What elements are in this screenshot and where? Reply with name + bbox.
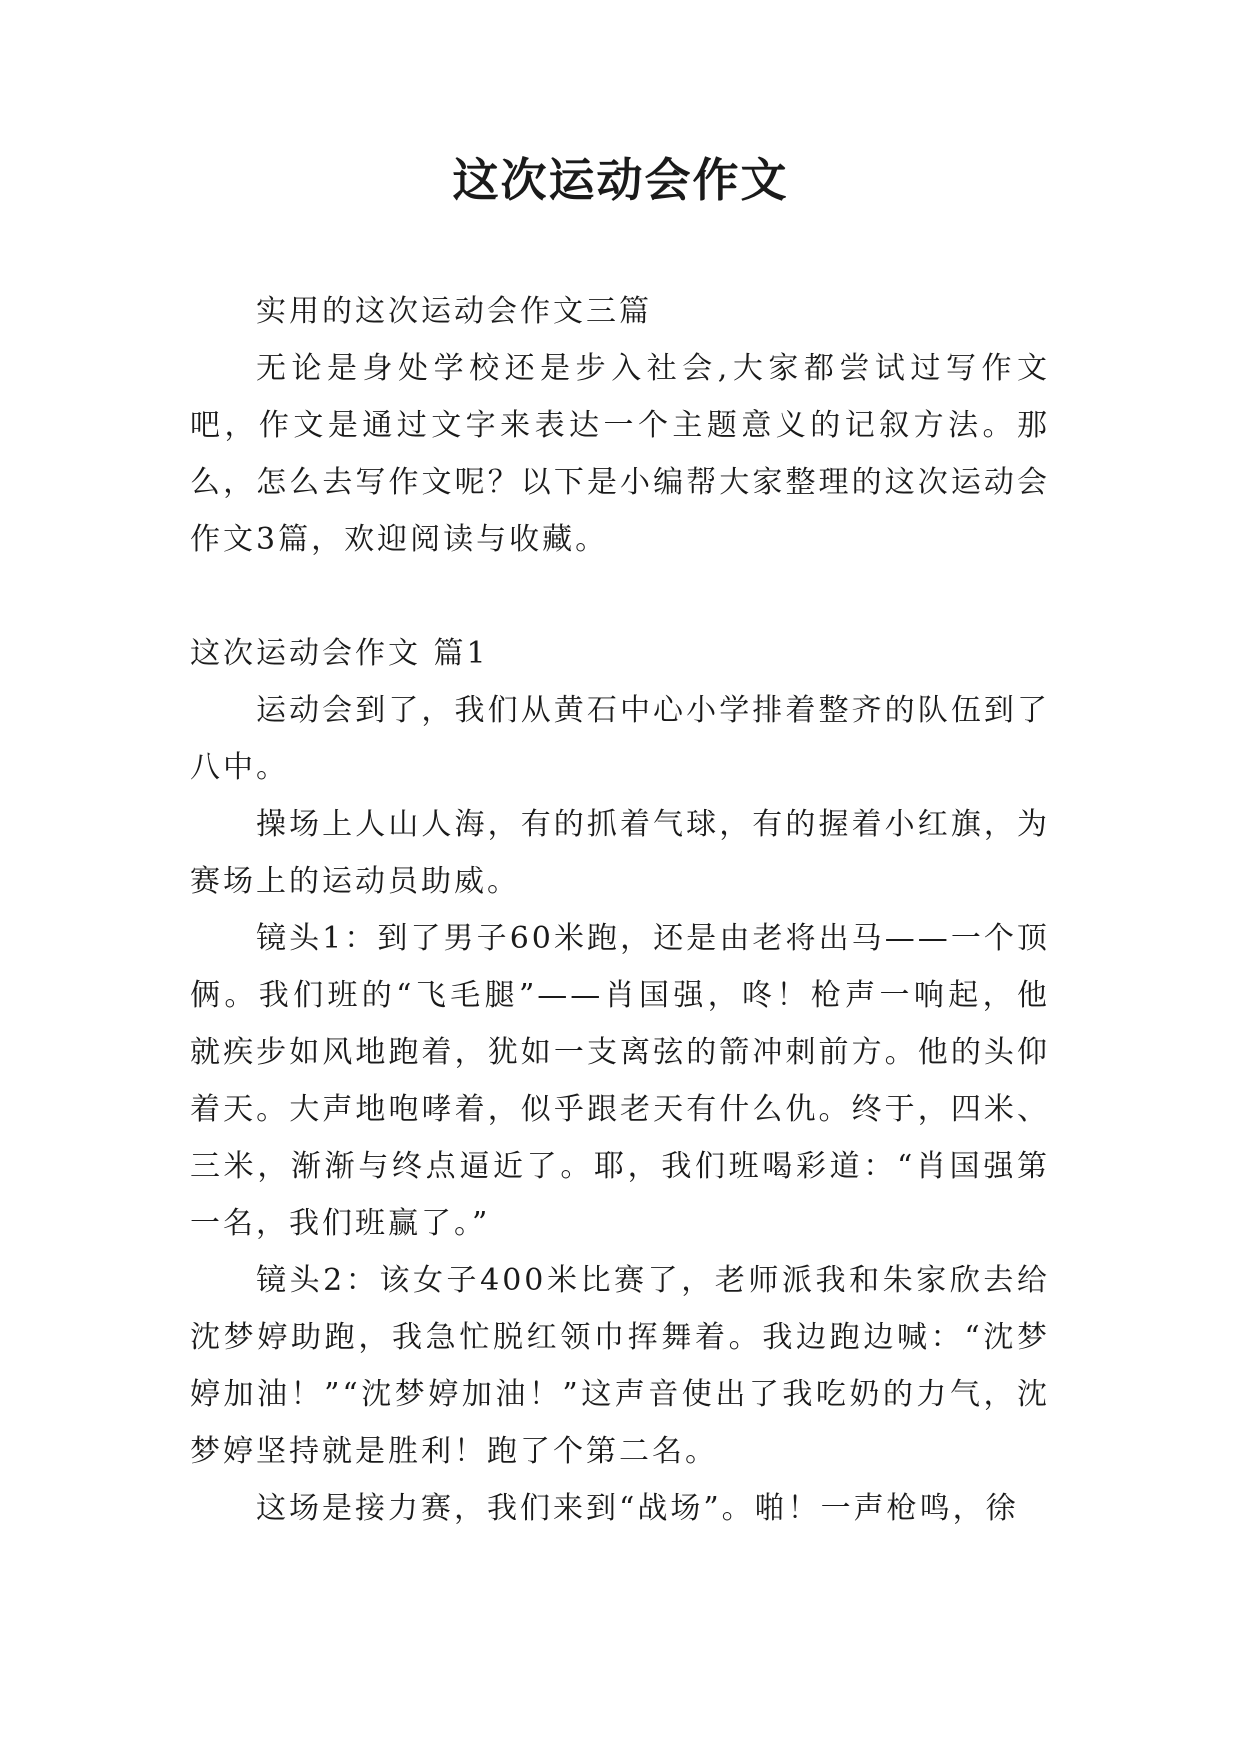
essay-paragraph: 镜头1：到了男子60米跑，还是由老将出马——一个顶俩。我们班的“飞毛腿”——肖国强，咚！枪声一响起，他就疾步如风地跑着，犹如一支离弦的箭冲刺前方。他的头仰着天。大声地咆哮着，似乎跟老天有什么仇。终于，四米、三米，渐渐与终点逼近了。耶，我们班喝彩道：“肖国强第一名，我们班赢了。” <box>190 921 1050 1241</box>
essay-paragraph: 操场上人山人海，有的抓着气球，有的握着小红旗，为赛场上的运动员助威。 <box>190 807 1050 899</box>
document-title: 这次运动会作文 <box>452 153 789 207</box>
essay-paragraph: 这场是接力赛，我们来到“战场”。啪！一声枪鸣，徐 <box>256 1491 1019 1526</box>
section-gap <box>190 568 1050 625</box>
intro-subtitle: 实用的这次运动会作文三篇 <box>256 294 652 329</box>
essay-heading: 这次运动会作文 篇1 <box>190 636 489 671</box>
essay-paragraph: 镜头2：该女子400米比赛了，老师派我和朱家欣去给沈梦婷助跑，我急忙脱红领巾挥舞着。我边跑边喊：“沈梦婷加油！”“沈梦婷加油！”这声音使出了我吃奶的力气，沈梦婷坚持就是胜利！跑了个第二名。 <box>190 1263 1050 1469</box>
intro-paragraph: 无论是身处学校还是步入社会,大家都尝试过写作文吧，作文是通过文字来表达一个主题意义的记叙方法。那么，怎么去写作文呢？以下是小编帮大家整理的这次运动会作文3篇，欢迎阅读与收藏。 <box>190 351 1050 557</box>
essay-paragraph: 运动会到了，我们从黄石中心小学排着整齐的队伍到了八中。 <box>190 693 1050 785</box>
document-body <box>190 283 1050 1537</box>
